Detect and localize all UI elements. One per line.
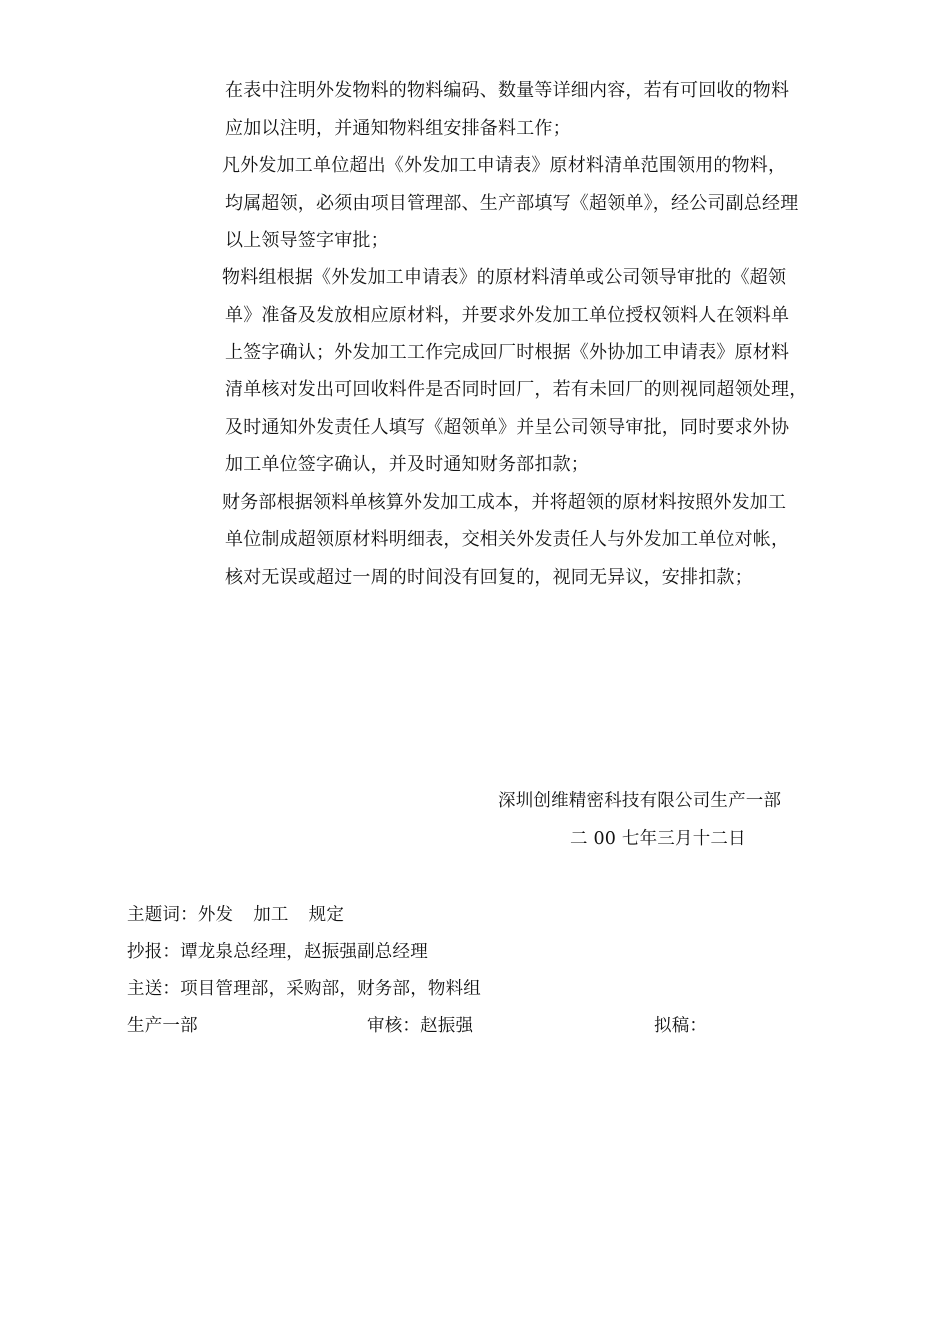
paragraph-1-line-2: 应加以注明，并通知物料组安排备料工作； xyxy=(225,118,571,139)
paragraph-2-line-1: 凡外发加工单位超出《外发加工申请表》原材料清单范围领用的物料， xyxy=(222,155,787,176)
paragraph-4-line-3: 核对无误或超过一周的时间没有回复的，视同无异议，安排扣款； xyxy=(225,567,753,588)
cc-line: 抄报：谭龙泉总经理，赵振强副总经理 xyxy=(127,942,428,962)
send-to-line: 主送：项目管理部，采购部，财务部，物料组 xyxy=(127,979,481,999)
keywords-label: 主题词： xyxy=(127,905,198,925)
paragraph-4-line-1: 财务部根据领料单核算外发加工成本，并将超领的原材料按照外发加工 xyxy=(222,492,787,513)
paragraph-2-line-3: 以上领导签字审批； xyxy=(225,230,389,251)
reviewer-label: 审核：赵振强 xyxy=(367,1016,474,1036)
keywords-line xyxy=(127,903,344,927)
signature-company: 深圳创维精密科技有限公司生产一部 xyxy=(498,791,782,811)
keyword: 外发 xyxy=(197,905,234,925)
department-label: 生产一部 xyxy=(127,1016,198,1036)
paragraph-2-line-2: 均属超领，必须由项目管理部、生产部填写《超领单》，经公司副总经理 xyxy=(225,193,799,214)
paragraph-3-line-4: 清单核对发出可回收料件是否同时回厂，若有未回厂的则视同超领处理， xyxy=(225,379,808,400)
paragraph-3-line-2: 单》准备及发放相应原材料，并要求外发加工单位授权领料人在领料单 xyxy=(225,305,790,326)
paragraph-3-line-1: 物料组根据《外发加工申请表》的原材料清单或公司领导审批的《超领 xyxy=(222,267,787,288)
paragraph-1-line-1: 在表中注明外发物料的物料编码、数量等详细内容，若有可回收的物料 xyxy=(225,80,790,101)
keyword: 规定 xyxy=(308,905,345,925)
paragraph-3-line-3: 上签字确认；外发加工工作完成回厂时根据《外协加工申请表》原材料 xyxy=(225,342,790,363)
drafter-label: 拟稿： xyxy=(654,1016,708,1036)
paragraph-4-line-2: 单位制成超领原材料明细表，交相关外发责任人与外发加工单位对帐， xyxy=(225,529,790,550)
keyword: 加工 xyxy=(253,905,289,925)
signature-date: 二 00 七年三月十二日 xyxy=(570,829,746,849)
paragraph-3-line-6: 加工单位签字确认，并及时通知财务部扣款； xyxy=(225,454,589,475)
paragraph-3-line-5: 及时通知外发责任人填写《超领单》并呈公司领导审批，同时要求外协 xyxy=(225,417,790,438)
